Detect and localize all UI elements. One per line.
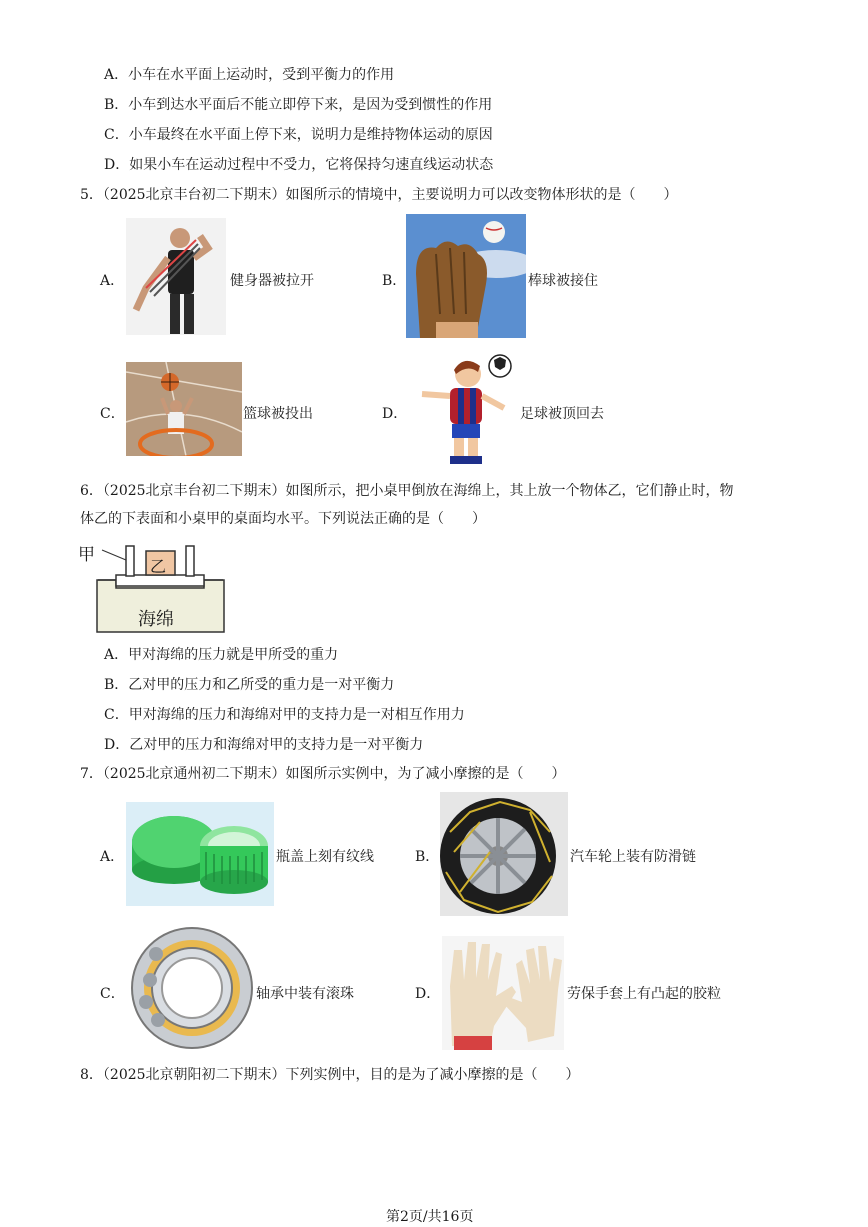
q6-option-c: C．甲对海绵的压力和海绵对甲的支持力是一对相互作用力 (104, 707, 465, 723)
q6-option-b: B．乙对甲的压力和乙所受的重力是一对平衡力 (104, 677, 395, 693)
q5-option-c-caption: 篮球被投出 (243, 406, 313, 422)
q5-option-a-caption: 健身器被拉开 (230, 273, 314, 289)
baseball-glove-image (406, 214, 526, 338)
label-yi: 乙 (150, 557, 167, 576)
q5-option-c-letter: C． (100, 406, 125, 422)
q7-option-a-letter: A． (100, 849, 125, 865)
q5-option-d-letter: D． (382, 406, 408, 422)
q5-option-b-caption: 棒球被接住 (528, 273, 598, 289)
bottle-cap-image (126, 802, 274, 906)
q4-option-c: C．小车最终在水平面上停下来，说明力是维持物体运动的原因 (104, 127, 493, 143)
q4-option-b: B．小车到达水平面后不能立即停下来，是因为受到惯性的作用 (104, 97, 493, 113)
ball-bearing-image (126, 924, 254, 1054)
table-sponge-figure (76, 538, 236, 638)
q7-option-a-caption: 瓶盖上刻有纹线 (276, 849, 374, 865)
q8-stem: 8．（2025北京朝阳初二下期末）下列实例中，目的是为了减小摩擦的是（ ） (80, 1067, 580, 1083)
label-sponge: 海绵 (138, 609, 174, 630)
page-number: 第2页/共16页 (386, 1209, 474, 1225)
q7-option-b-caption: 汽车轮上装有防滑链 (570, 849, 696, 865)
q7-option-d-caption: 劳保手套上有凸起的胶粒 (567, 986, 721, 1002)
basketball-image (126, 362, 242, 456)
q7-stem: 7．（2025北京通州初二下期末）如图所示实例中，为了减小摩擦的是（ ） (80, 766, 566, 782)
tire-chain-image (440, 792, 568, 916)
work-gloves-image (442, 936, 564, 1050)
q5-option-b-letter: B． (382, 273, 407, 289)
q7-option-c-caption: 轴承中装有滚珠 (256, 986, 354, 1002)
q7-option-b-letter: B． (415, 849, 440, 865)
q6-stem-line2: 体乙的下表面和小桌甲的桌面均水平。下列说法正确的是（ ） (80, 511, 486, 527)
q6-stem-line1: 6．（2025北京丰台初二下期末）如图所示，把小桌甲倒放在海绵上，其上放一个物体乙，它们静止时，物 (80, 483, 734, 499)
soccer-header-image (408, 352, 518, 468)
q5-stem: 5．（2025北京丰台初二下期末）如图所示的情境中，主要说明力可以改变物体形状的是（ ） (80, 187, 678, 203)
fitness-stretcher-image (126, 218, 226, 335)
q7-option-c-letter: C． (100, 986, 125, 1002)
q4-option-a: A．小车在水平面上运动时，受到平衡力的作用 (104, 67, 395, 83)
q6-option-d: D．乙对甲的压力和海绵对甲的支持力是一对平衡力 (104, 737, 424, 753)
q7-option-d-letter: D． (415, 986, 441, 1002)
q5-option-d-caption: 足球被顶回去 (520, 406, 604, 422)
q6-option-a: A．甲对海绵的压力就是甲所受的重力 (104, 647, 339, 663)
label-jia: 甲 (78, 545, 95, 565)
q5-option-a-letter: A． (100, 273, 125, 289)
q4-option-d: D．如果小车在运动过程中不受力，它将保持匀速直线运动状态 (104, 157, 494, 173)
